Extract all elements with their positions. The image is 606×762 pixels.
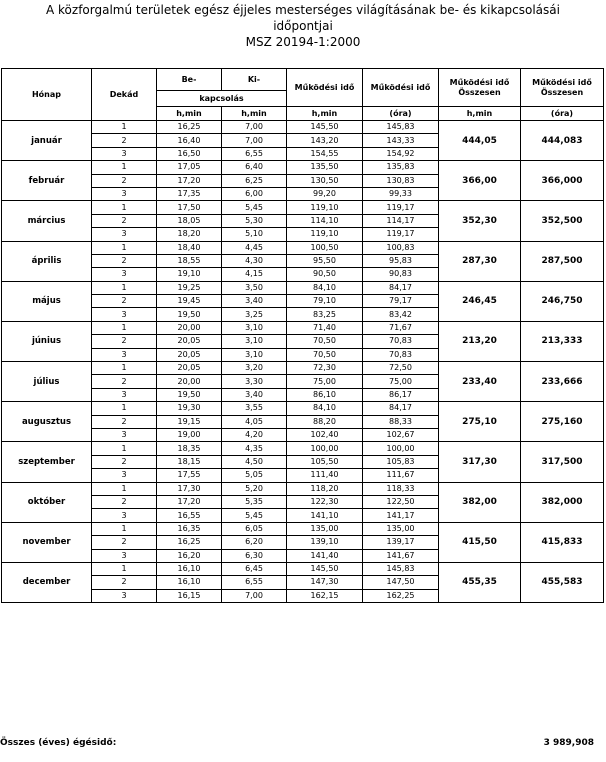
operating-time-hours-cell: 99,33 bbox=[363, 187, 439, 200]
dekad-cell: 3 bbox=[92, 428, 157, 441]
be-time-cell: 16,25 bbox=[157, 121, 222, 134]
operating-time-hmin-cell: 135,50 bbox=[287, 161, 363, 174]
be-time-cell: 20,00 bbox=[157, 375, 222, 388]
be-time-cell: 16,50 bbox=[157, 147, 222, 160]
dekad-cell: 3 bbox=[92, 147, 157, 160]
table-row bbox=[2, 562, 604, 575]
ki-time-cell: 3,50 bbox=[222, 281, 287, 294]
table-row bbox=[2, 362, 604, 375]
month-total-hmin: 444,05 bbox=[439, 121, 521, 161]
operating-time-hmin-cell: 70,50 bbox=[287, 335, 363, 348]
month-name: január bbox=[2, 121, 92, 161]
header-dekad: Dekád bbox=[92, 69, 157, 121]
operating-time-hmin-cell: 111,40 bbox=[287, 469, 363, 482]
operating-time-hmin-cell: 147,30 bbox=[287, 576, 363, 589]
dekad-cell: 1 bbox=[92, 442, 157, 455]
ki-time-cell: 5,30 bbox=[222, 214, 287, 227]
month-total-hours: 287,500 bbox=[521, 241, 604, 281]
dekad-cell: 2 bbox=[92, 455, 157, 468]
operating-time-hours-cell: 86,17 bbox=[363, 388, 439, 401]
dekad-cell: 3 bbox=[92, 469, 157, 482]
month-name: február bbox=[2, 161, 92, 201]
ki-time-cell: 3,10 bbox=[222, 348, 287, 361]
ki-time-cell: 4,15 bbox=[222, 268, 287, 281]
ki-time-cell: 6,25 bbox=[222, 174, 287, 187]
be-time-cell: 20,05 bbox=[157, 348, 222, 361]
operating-time-hmin-cell: 154,55 bbox=[287, 147, 363, 160]
ki-time-cell: 6,30 bbox=[222, 549, 287, 562]
month-name: augusztus bbox=[2, 402, 92, 442]
be-time-cell: 16,15 bbox=[157, 589, 222, 602]
operating-time-hours-cell: 102,67 bbox=[363, 428, 439, 441]
dekad-cell: 1 bbox=[92, 281, 157, 294]
be-time-cell: 19,00 bbox=[157, 428, 222, 441]
header-ossz-unit-ora: (óra) bbox=[521, 107, 604, 121]
operating-time-hmin-cell: 84,10 bbox=[287, 402, 363, 415]
be-time-cell: 20,05 bbox=[157, 362, 222, 375]
operating-time-hours-cell: 122,50 bbox=[363, 495, 439, 508]
be-time-cell: 19,45 bbox=[157, 295, 222, 308]
ki-time-cell: 6,55 bbox=[222, 576, 287, 589]
dekad-cell: 3 bbox=[92, 268, 157, 281]
be-time-cell: 16,10 bbox=[157, 562, 222, 575]
table-row bbox=[2, 201, 604, 214]
month-total-hmin: 213,20 bbox=[439, 321, 521, 361]
operating-time-hours-cell: 143,33 bbox=[363, 134, 439, 147]
operating-time-hours-cell: 90,83 bbox=[363, 268, 439, 281]
ki-time-cell: 6,45 bbox=[222, 562, 287, 575]
ki-time-cell: 3,10 bbox=[222, 321, 287, 334]
month-total-hours: 455,583 bbox=[521, 562, 604, 602]
month-total-hours: 366,000 bbox=[521, 161, 604, 201]
be-time-cell: 18,05 bbox=[157, 214, 222, 227]
operating-time-hmin-cell: 130,50 bbox=[287, 174, 363, 187]
operating-time-hours-cell: 75,00 bbox=[363, 375, 439, 388]
operating-time-hours-cell: 79,17 bbox=[363, 295, 439, 308]
operating-time-hmin-cell: 100,50 bbox=[287, 241, 363, 254]
title-line-3: MSZ 20194-1:2000 bbox=[245, 35, 361, 49]
operating-time-hours-cell: 84,17 bbox=[363, 281, 439, 294]
operating-time-hmin-cell: 72,30 bbox=[287, 362, 363, 375]
dekad-cell: 1 bbox=[92, 121, 157, 134]
operating-time-hmin-cell: 141,40 bbox=[287, 549, 363, 562]
table-row bbox=[2, 442, 604, 455]
month-total-hmin: 275,10 bbox=[439, 402, 521, 442]
operating-time-hmin-cell: 79,10 bbox=[287, 295, 363, 308]
be-time-cell: 17,30 bbox=[157, 482, 222, 495]
operating-time-hours-cell: 100,83 bbox=[363, 241, 439, 254]
header-hmin-be: h,min bbox=[157, 107, 222, 121]
month-total-hours: 233,666 bbox=[521, 362, 604, 402]
ki-time-cell: 6,40 bbox=[222, 161, 287, 174]
operating-time-hours-cell: 145,83 bbox=[363, 562, 439, 575]
operating-time-hmin-cell: 143,20 bbox=[287, 134, 363, 147]
header-ossz-1-line-a: Működési idő bbox=[449, 77, 510, 87]
operating-time-hmin-cell: 118,20 bbox=[287, 482, 363, 495]
operating-time-hmin-cell: 71,40 bbox=[287, 321, 363, 334]
ki-time-cell: 3,20 bbox=[222, 362, 287, 375]
ki-time-cell: 3,30 bbox=[222, 375, 287, 388]
operating-time-hours-cell: 83,42 bbox=[363, 308, 439, 321]
operating-time-hmin-cell: 114,10 bbox=[287, 214, 363, 227]
month-total-hours: 213,333 bbox=[521, 321, 604, 361]
table-row bbox=[2, 402, 604, 415]
dekad-cell: 3 bbox=[92, 509, 157, 522]
operating-time-hours-cell: 84,17 bbox=[363, 402, 439, 415]
operating-time-hours-cell: 135,00 bbox=[363, 522, 439, 535]
dekad-cell: 1 bbox=[92, 321, 157, 334]
month-total-hours: 444,083 bbox=[521, 121, 604, 161]
operating-time-hmin-cell: 139,10 bbox=[287, 536, 363, 549]
operating-time-hmin-cell: 102,40 bbox=[287, 428, 363, 441]
header-be: Be- bbox=[157, 69, 222, 91]
ki-time-cell: 4,50 bbox=[222, 455, 287, 468]
ki-time-cell: 4,35 bbox=[222, 442, 287, 455]
table-row bbox=[2, 482, 604, 495]
header-mukodesi-ido-2: Működési idő bbox=[363, 69, 439, 107]
dekad-cell: 3 bbox=[92, 589, 157, 602]
ki-time-cell: 7,00 bbox=[222, 589, 287, 602]
header-ki: Ki- bbox=[222, 69, 287, 91]
be-time-cell: 18,55 bbox=[157, 254, 222, 267]
operating-time-hmin-cell: 145,50 bbox=[287, 562, 363, 575]
operating-time-hours-cell: 154,92 bbox=[363, 147, 439, 160]
header-ossz-unit-hmin: h,min bbox=[439, 107, 521, 121]
dekad-cell: 3 bbox=[92, 549, 157, 562]
operating-time-hmin-cell: 122,30 bbox=[287, 495, 363, 508]
be-time-cell: 19,30 bbox=[157, 402, 222, 415]
month-total-hmin: 352,30 bbox=[439, 201, 521, 241]
operating-time-hmin-cell: 84,10 bbox=[287, 281, 363, 294]
month-name: november bbox=[2, 522, 92, 562]
be-time-cell: 17,35 bbox=[157, 187, 222, 200]
ki-time-cell: 3,40 bbox=[222, 388, 287, 401]
operating-time-hours-cell: 141,17 bbox=[363, 509, 439, 522]
be-time-cell: 17,20 bbox=[157, 495, 222, 508]
be-time-cell: 17,55 bbox=[157, 469, 222, 482]
ki-time-cell: 7,00 bbox=[222, 121, 287, 134]
header-kapcsolas: kapcsolás bbox=[157, 91, 287, 107]
month-name: május bbox=[2, 281, 92, 321]
month-total-hmin: 317,30 bbox=[439, 442, 521, 482]
lighting-schedule-table bbox=[1, 68, 604, 603]
month-total-hours: 352,500 bbox=[521, 201, 604, 241]
be-time-cell: 16,10 bbox=[157, 576, 222, 589]
operating-time-hours-cell: 130,83 bbox=[363, 174, 439, 187]
dekad-cell: 1 bbox=[92, 241, 157, 254]
dekad-cell: 2 bbox=[92, 254, 157, 267]
operating-time-hours-cell: 105,83 bbox=[363, 455, 439, 468]
header-ossz-1-line-b: Összesen bbox=[458, 87, 501, 97]
ki-time-cell: 3,25 bbox=[222, 308, 287, 321]
operating-time-hours-cell: 147,50 bbox=[363, 576, 439, 589]
month-name: június bbox=[2, 321, 92, 361]
title-line-2: időpontjai bbox=[273, 19, 333, 33]
be-time-cell: 16,35 bbox=[157, 522, 222, 535]
be-time-cell: 20,00 bbox=[157, 321, 222, 334]
operating-time-hmin-cell: 162,15 bbox=[287, 589, 363, 602]
dekad-cell: 3 bbox=[92, 348, 157, 361]
operating-time-hours-cell: 141,67 bbox=[363, 549, 439, 562]
month-name: október bbox=[2, 482, 92, 522]
ki-time-cell: 6,05 bbox=[222, 522, 287, 535]
dekad-cell: 1 bbox=[92, 482, 157, 495]
be-time-cell: 17,20 bbox=[157, 174, 222, 187]
month-total-hours: 275,160 bbox=[521, 402, 604, 442]
table-row bbox=[2, 522, 604, 535]
ki-time-cell: 5,35 bbox=[222, 495, 287, 508]
operating-time-hours-cell: 139,17 bbox=[363, 536, 439, 549]
operating-time-hours-cell: 135,83 bbox=[363, 161, 439, 174]
be-time-cell: 19,50 bbox=[157, 388, 222, 401]
operating-time-hmin-cell: 105,50 bbox=[287, 455, 363, 468]
dekad-cell: 1 bbox=[92, 562, 157, 575]
annual-total-label: Összes (éves) égésidő: bbox=[0, 738, 117, 748]
dekad-cell: 3 bbox=[92, 308, 157, 321]
table-row bbox=[2, 241, 604, 254]
month-total-hmin: 246,45 bbox=[439, 281, 521, 321]
operating-time-hmin-cell: 119,10 bbox=[287, 201, 363, 214]
month-total-hours: 415,833 bbox=[521, 522, 604, 562]
operating-time-hours-cell: 145,83 bbox=[363, 121, 439, 134]
ki-time-cell: 4,05 bbox=[222, 415, 287, 428]
be-time-cell: 18,40 bbox=[157, 241, 222, 254]
header-ossz-2-line-b: Összesen bbox=[540, 87, 584, 97]
be-time-cell: 16,25 bbox=[157, 536, 222, 549]
operating-time-hmin-cell: 99,20 bbox=[287, 187, 363, 200]
month-total-hmin: 382,00 bbox=[439, 482, 521, 522]
operating-time-hours-cell: 111,67 bbox=[363, 469, 439, 482]
dekad-cell: 3 bbox=[92, 228, 157, 241]
be-time-cell: 18,15 bbox=[157, 455, 222, 468]
be-time-cell: 18,20 bbox=[157, 228, 222, 241]
dekad-cell: 2 bbox=[92, 536, 157, 549]
dekad-cell: 1 bbox=[92, 522, 157, 535]
operating-time-hours-cell: 95,83 bbox=[363, 254, 439, 267]
document-title bbox=[0, 2, 606, 50]
table-row bbox=[2, 121, 604, 134]
be-time-cell: 17,05 bbox=[157, 161, 222, 174]
operating-time-hmin-cell: 90,50 bbox=[287, 268, 363, 281]
month-name: szeptember bbox=[2, 442, 92, 482]
dekad-cell: 1 bbox=[92, 362, 157, 375]
operating-time-hmin-cell: 88,20 bbox=[287, 415, 363, 428]
be-time-cell: 16,55 bbox=[157, 509, 222, 522]
header-mukodesi-ido-1: Működési idő bbox=[287, 69, 363, 107]
operating-time-hours-cell: 118,33 bbox=[363, 482, 439, 495]
header-ossz-2 bbox=[521, 69, 604, 107]
operating-time-hours-cell: 162,25 bbox=[363, 589, 439, 602]
dekad-cell: 2 bbox=[92, 375, 157, 388]
dekad-cell: 2 bbox=[92, 335, 157, 348]
ki-time-cell: 5,45 bbox=[222, 509, 287, 522]
header-unit-ora: (óra) bbox=[363, 107, 439, 121]
month-name: március bbox=[2, 201, 92, 241]
ki-time-cell: 5,45 bbox=[222, 201, 287, 214]
operating-time-hmin-cell: 70,50 bbox=[287, 348, 363, 361]
table-row bbox=[2, 281, 604, 294]
month-total-hmin: 233,40 bbox=[439, 362, 521, 402]
header-unit-hmin: h,min bbox=[287, 107, 363, 121]
ki-time-cell: 4,45 bbox=[222, 241, 287, 254]
operating-time-hmin-cell: 100,00 bbox=[287, 442, 363, 455]
be-time-cell: 19,10 bbox=[157, 268, 222, 281]
month-total-hours: 382,000 bbox=[521, 482, 604, 522]
ki-time-cell: 6,00 bbox=[222, 187, 287, 200]
month-total-hmin: 455,35 bbox=[439, 562, 521, 602]
month-total-hmin: 366,00 bbox=[439, 161, 521, 201]
be-time-cell: 18,35 bbox=[157, 442, 222, 455]
ki-time-cell: 5,10 bbox=[222, 228, 287, 241]
header-honap: Hónap bbox=[2, 69, 92, 121]
operating-time-hours-cell: 88,33 bbox=[363, 415, 439, 428]
title-line-1: A közforgalmú területek egész éjjeles mesterséges világításának be- és kikapcsolásái bbox=[46, 3, 560, 17]
operating-time-hours-cell: 71,67 bbox=[363, 321, 439, 334]
month-name: április bbox=[2, 241, 92, 281]
dekad-cell: 2 bbox=[92, 134, 157, 147]
operating-time-hmin-cell: 119,10 bbox=[287, 228, 363, 241]
month-total-hours: 246,750 bbox=[521, 281, 604, 321]
operating-time-hmin-cell: 86,10 bbox=[287, 388, 363, 401]
operating-time-hmin-cell: 83,25 bbox=[287, 308, 363, 321]
operating-time-hours-cell: 114,17 bbox=[363, 214, 439, 227]
operating-time-hours-cell: 119,17 bbox=[363, 201, 439, 214]
dekad-cell: 2 bbox=[92, 495, 157, 508]
operating-time-hmin-cell: 75,00 bbox=[287, 375, 363, 388]
table-row bbox=[2, 321, 604, 334]
operating-time-hmin-cell: 95,50 bbox=[287, 254, 363, 267]
operating-time-hmin-cell: 135,00 bbox=[287, 522, 363, 535]
dekad-cell: 2 bbox=[92, 174, 157, 187]
ki-time-cell: 3,55 bbox=[222, 402, 287, 415]
ki-time-cell: 3,40 bbox=[222, 295, 287, 308]
ki-time-cell: 6,20 bbox=[222, 536, 287, 549]
be-time-cell: 19,50 bbox=[157, 308, 222, 321]
be-time-cell: 19,25 bbox=[157, 281, 222, 294]
header-ossz-1 bbox=[439, 69, 521, 107]
dekad-cell: 2 bbox=[92, 576, 157, 589]
dekad-cell: 1 bbox=[92, 201, 157, 214]
month-name: december bbox=[2, 562, 92, 602]
month-total-hmin: 415,50 bbox=[439, 522, 521, 562]
annual-total-value: 3 989,908 bbox=[543, 738, 594, 748]
operating-time-hmin-cell: 145,50 bbox=[287, 121, 363, 134]
month-name: július bbox=[2, 362, 92, 402]
dekad-cell: 1 bbox=[92, 161, 157, 174]
be-time-cell: 20,05 bbox=[157, 335, 222, 348]
dekad-cell: 3 bbox=[92, 388, 157, 401]
table-row bbox=[2, 161, 604, 174]
dekad-cell: 3 bbox=[92, 187, 157, 200]
ki-time-cell: 3,10 bbox=[222, 335, 287, 348]
ki-time-cell: 4,30 bbox=[222, 254, 287, 267]
dekad-cell: 2 bbox=[92, 415, 157, 428]
be-time-cell: 19,15 bbox=[157, 415, 222, 428]
ki-time-cell: 5,20 bbox=[222, 482, 287, 495]
operating-time-hours-cell: 100,00 bbox=[363, 442, 439, 455]
dekad-cell: 2 bbox=[92, 214, 157, 227]
month-total-hmin: 287,30 bbox=[439, 241, 521, 281]
operating-time-hours-cell: 119,17 bbox=[363, 228, 439, 241]
operating-time-hours-cell: 70,83 bbox=[363, 335, 439, 348]
dekad-cell: 2 bbox=[92, 295, 157, 308]
dekad-cell: 1 bbox=[92, 402, 157, 415]
ki-time-cell: 4,20 bbox=[222, 428, 287, 441]
ki-time-cell: 6,55 bbox=[222, 147, 287, 160]
header-hmin-ki: h,min bbox=[222, 107, 287, 121]
be-time-cell: 17,50 bbox=[157, 201, 222, 214]
ki-time-cell: 7,00 bbox=[222, 134, 287, 147]
month-total-hours: 317,500 bbox=[521, 442, 604, 482]
ki-time-cell: 5,05 bbox=[222, 469, 287, 482]
header-ossz-2-line-a: Működési idő bbox=[532, 77, 592, 87]
operating-time-hmin-cell: 141,10 bbox=[287, 509, 363, 522]
be-time-cell: 16,20 bbox=[157, 549, 222, 562]
operating-time-hours-cell: 72,50 bbox=[363, 362, 439, 375]
be-time-cell: 16,40 bbox=[157, 134, 222, 147]
operating-time-hours-cell: 70,83 bbox=[363, 348, 439, 361]
